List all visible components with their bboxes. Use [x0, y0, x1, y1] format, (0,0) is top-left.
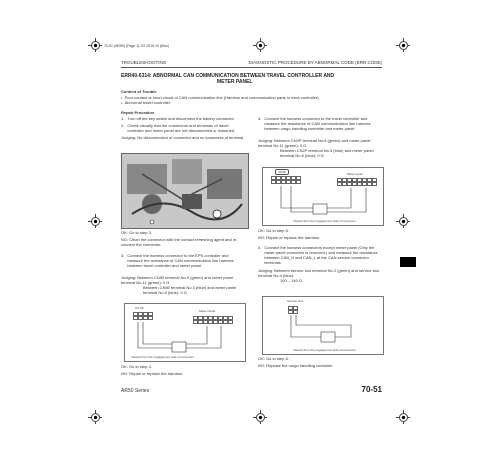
- wiring-diagram-right: [262, 167, 384, 226]
- page-number: 70-51: [361, 385, 382, 394]
- connector-label: CN2P: [275, 169, 289, 175]
- step-5: 5. Connect the harness connectors except meter panel (Only the meter panel connector is removed.) and measure the resistance between CAN_H and CAN_L at the CAN service connector terminals.: [258, 245, 378, 265]
- page-title: ERR40-6314: ABNORMAL CAN COMMUNICATION BETWEEN TRAVEL CONTROLLER AND METER PANEL: [121, 73, 335, 85]
- content-heading: Content of Trouble: [121, 89, 157, 94]
- step6-ok: OK: Go to step 6.: [258, 356, 289, 361]
- step-4: 4. Connect the harness connector to the travel controller and measure the resistance of CAN communication line harness between cargo handling controller and meter panel.: [258, 116, 371, 131]
- connector-label: CN 50: [135, 306, 144, 310]
- registration-mark-top-left: [88, 38, 102, 52]
- registration-mark-top-center: [253, 38, 267, 52]
- content-list: [121, 95, 382, 105]
- content-item: • Abnormal travel controller: [121, 100, 171, 105]
- registration-mark-bottom-left: [88, 410, 102, 424]
- step4-ng: NG: Repair or replace the harness.: [121, 371, 184, 376]
- step3-ok: OK: Go to step 3.: [121, 230, 152, 235]
- service-tool-label: Service Tool: [287, 299, 304, 303]
- diagram-caption: Viewed from the engagement side of connector: [131, 355, 194, 359]
- step6-ng: NG: Replace the cargo handling controller.: [258, 363, 334, 368]
- step-3: 3. Connect the harness connector to the EPS controller and measure the resistance of CAN communication line harness between travel controller and meter panel.: [121, 253, 234, 268]
- content-item: • Poor contact or short circuit of CAN communication line (Harness and communication parts in each controller): [121, 95, 319, 100]
- service-tool-diagram: [262, 296, 384, 355]
- footer-left: AR50 Series: [121, 388, 150, 394]
- repair-heading: Repair Procedure: [121, 110, 155, 115]
- header-rule: [121, 67, 382, 68]
- registration-mark-bottom-center: [253, 410, 267, 424]
- judging-5: Judging: Between service tool terminal No.2 (green) and service tool terminal No.4 (blue): 100 – 140 Ω: [258, 268, 380, 283]
- step5-ng: NG: Repair or replace the harness.: [258, 235, 321, 240]
- step4-ok: OK: Go to step 4.: [121, 364, 152, 369]
- registration-mark-top-right: [396, 38, 410, 52]
- print-slug: 70-51 (AR50) (Page 1) 2/2 2019.10 (Mon): [104, 44, 169, 48]
- meter-panel-label: Meter panel: [347, 172, 363, 176]
- judging-3: Judging: Between CN50 terminal No.5 (green) and meter panel terminal No.11 (green): 0 Ω Between CN50 terminal No.3 (blue) and meter panel terminal No.6 (blue): 0 Ω: [121, 275, 237, 295]
- engine-photo: [121, 153, 249, 229]
- header-left: TROUBLESHOOTING: [121, 60, 167, 65]
- wiring-diagram-left: [124, 303, 246, 362]
- diagram-caption: Viewed from the engagement side of connector: [293, 219, 356, 223]
- wiring-lines: [125, 304, 245, 361]
- registration-mark-mid-left: [88, 214, 102, 228]
- step3-ng: NG: Clean the connector with the contact refreshing agent and re-connect the connector.: [121, 237, 238, 247]
- step-1: 1. Turn off the key switch and disconnect the battery connector.: [121, 116, 235, 121]
- wiring-lines: [263, 297, 383, 354]
- step5-ok: OK: Go to step 5.: [258, 228, 289, 233]
- registration-mark-bottom-right: [396, 410, 410, 424]
- wiring-lines: [263, 168, 383, 225]
- header-right: DIAGNOSTIC PROCEDURE BY ABNORMAL CODE (ERR CODE): [248, 60, 382, 65]
- left-steps: [121, 116, 245, 140]
- judging-4: Judging: Between CN2P terminal No.9 (green) and meter panel terminal No.11 (green): 0 Ω Between CN2P terminal No.3 (blue) and meter panel terminal No.6 (blue): 0 Ω: [258, 138, 374, 158]
- registration-mark-mid-right: [396, 214, 410, 228]
- section-tab: [400, 257, 416, 267]
- meter-panel-label: Meter Panel: [199, 309, 216, 313]
- step-2: 2. Check visually that the connectors and terminals of travel controller and meter panel are not disconnected or loosened.: [121, 123, 236, 133]
- diagram-caption: Viewed from the engagement side of connector: [293, 348, 356, 352]
- judging-1: Judging: No disconnection of connector and no looseness of terminal: [121, 135, 244, 140]
